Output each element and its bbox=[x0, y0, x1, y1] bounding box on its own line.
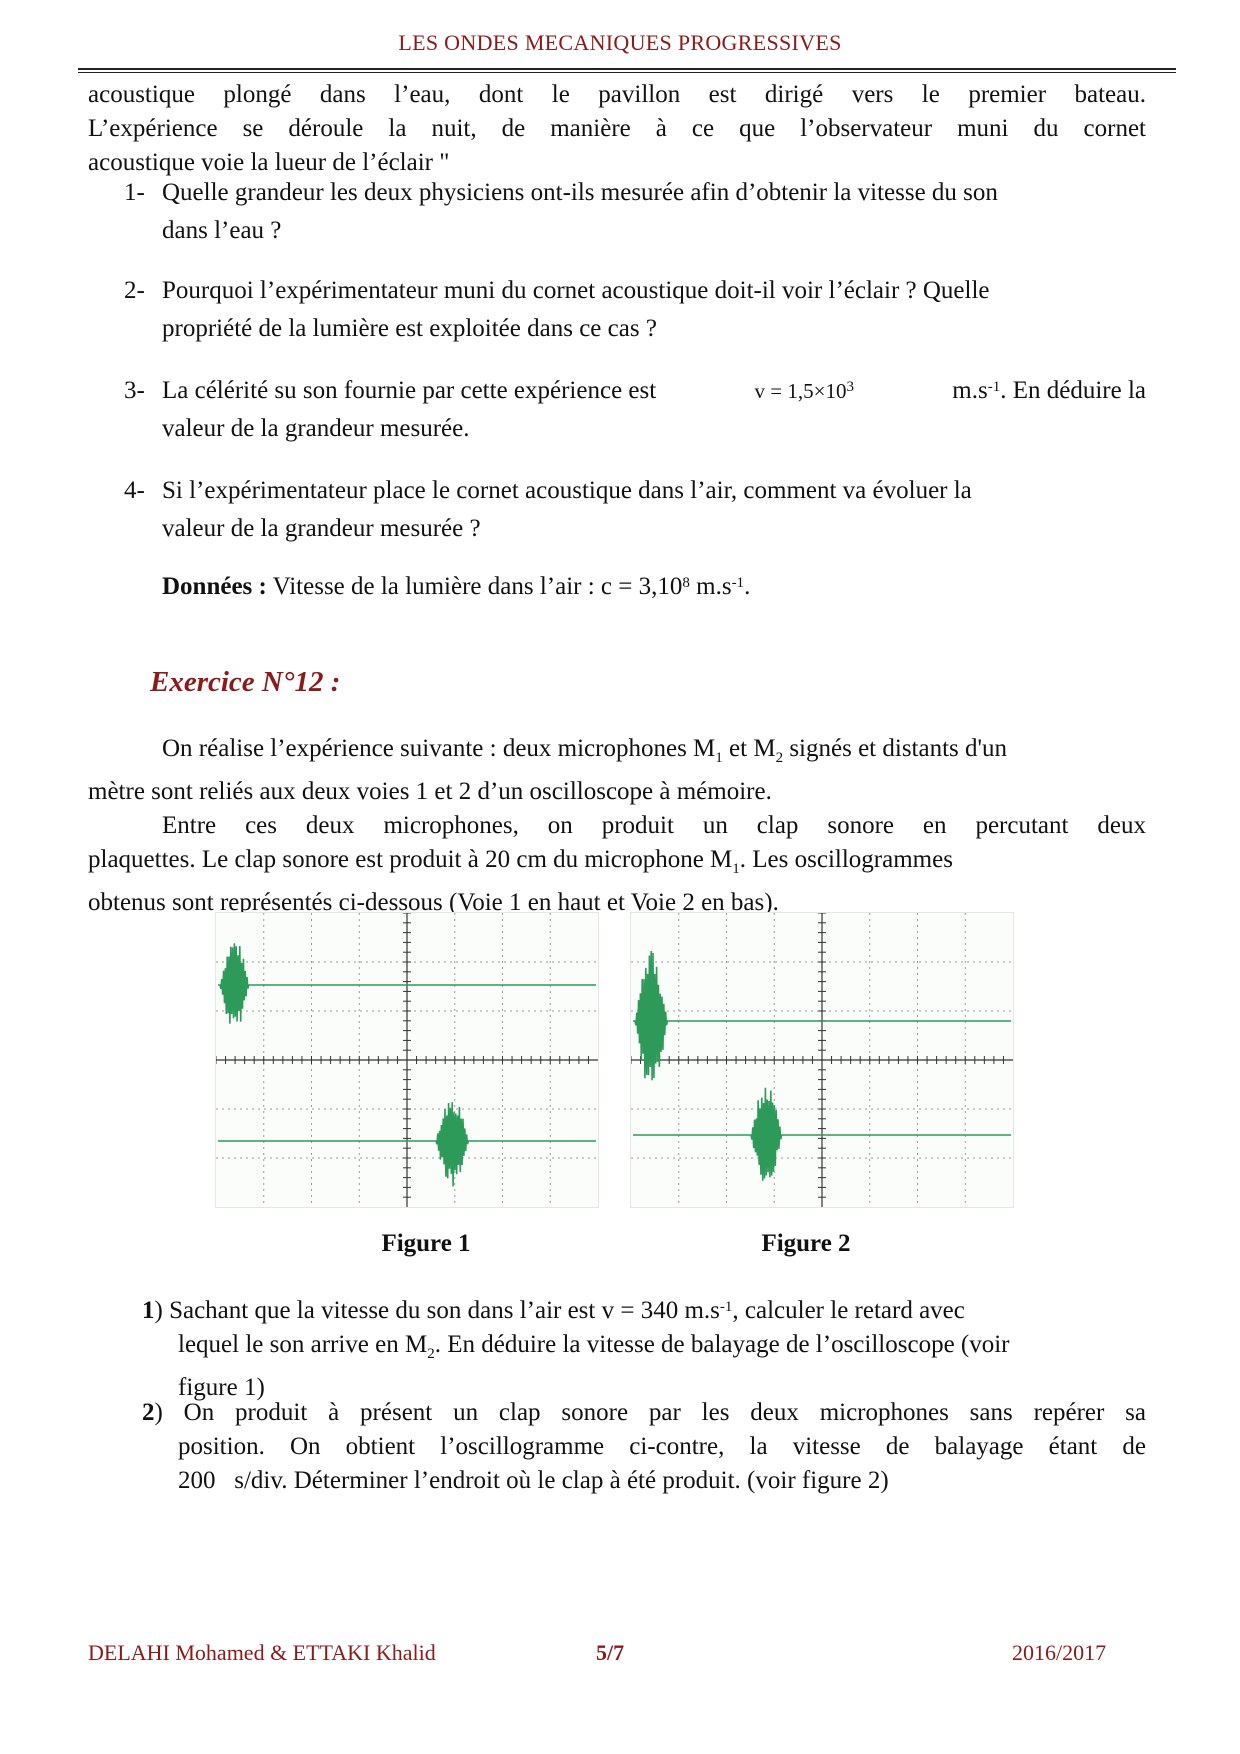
question-text: valeur de la grandeur mesurée ? bbox=[162, 515, 481, 542]
question-number: 2- bbox=[124, 277, 145, 304]
question-text: valeur de la grandeur mesurée. bbox=[162, 415, 470, 442]
footer-year: 2016/2017 bbox=[1012, 1640, 1107, 1665]
question-2 bbox=[124, 272, 1146, 348]
question-number: 3- bbox=[124, 377, 145, 404]
footer-authors: DELAHI Mohamed & ETTAKI Khalid bbox=[88, 1640, 436, 1665]
question-1 bbox=[124, 174, 1146, 250]
oscilloscope-grid bbox=[216, 913, 598, 1207]
intro-paragraph bbox=[88, 78, 1146, 180]
footer-page-number: 5/7 bbox=[596, 1640, 625, 1665]
intro-line: acoustique voie la lueur de l’éclair " bbox=[88, 149, 450, 176]
oscilloscope-grid bbox=[631, 913, 1013, 1207]
question-number: 4- bbox=[124, 477, 145, 504]
task-number: 1 bbox=[142, 1297, 155, 1324]
unit: m.s bbox=[952, 377, 988, 404]
figure-2-caption: Figure 2 bbox=[761, 1230, 851, 1257]
task-number: 2 bbox=[142, 1399, 155, 1426]
figure-1-caption: Figure 1 bbox=[381, 1230, 471, 1257]
question-text: Pourquoi l’expérimentateur muni du cornet acoustique doit-il voir l’éclair ? Quelle bbox=[162, 277, 990, 304]
velocity-formula: $v = 1,5\times 10^3$ bbox=[754, 379, 854, 403]
question-4 bbox=[124, 472, 1146, 548]
task-2: 2) On produit à présent un clap sonore par les deux microphones sans repérer sa position. On obtient l’oscillogramme ci-contre, la vitesse de balayage étant de 200 s/div. Déterminer l’endroit où le clap à été produit. (voir figure 2) bbox=[142, 1399, 1146, 1494]
donnees: Données : Vitesse de la lumière dans l’air : $c = 3,10^8$ $m.s^{-1}$. bbox=[162, 573, 751, 600]
question-text: propriété de la lumière est exploitée dans ce cas ? bbox=[162, 315, 657, 342]
task-1: 1) Sachant que la vitesse du son dans l’air est v = 340 $m.s^{-1}$, calculer le retard avec lequel le son arrive en $M_2$. En déduire la vitesse de balayage de l’oscilloscope (voir figure 1) bbox=[142, 1297, 1010, 1401]
question-3: 3- La célérité su son fournie par cette expérience est $v = 1,5\times 10^3$ $m.s^{-1}$. En déduire la valeur de la grandeur mesurée. bbox=[124, 372, 1146, 448]
page-header: LES ONDES MECANIQUES PROGRESSIVES bbox=[398, 30, 842, 55]
exercise-title: Exercice N°12 : bbox=[150, 666, 341, 698]
question-text: Si l’expérimentateur place le cornet acoustique dans l’air, comment va évoluer la bbox=[162, 477, 972, 504]
oscillogram-figure-2 bbox=[630, 912, 1014, 1208]
donnees-label: Données : bbox=[162, 573, 267, 600]
question-text: Quelle grandeur les deux physiciens ont-ils mesurée afin d’obtenir la vitesse du son bbox=[162, 179, 998, 206]
oscillogram-figure-1 bbox=[215, 912, 599, 1208]
exercise-paragraph: On réalise l’expérience suivante : deux microphones $M_1$ et $M_2$ signés et distants d'un mètre sont reliés aux deux voies 1 et 2 d’un oscilloscope à mémoire. Entre ces deux microphones, on produit un clap sonore en percutant deux plaquettes. Le clap sonore est produit à 20 cm du microphone $M_1$. Les oscillogrammes obtenus sont représentés ci-dessous (Voie 1 en haut et Voie 2 en bas). bbox=[88, 735, 1146, 916]
intro-line: L’expérience se déroule la nuit, de manière à ce que l’observateur muni du cornet bbox=[88, 115, 1146, 142]
header-rule bbox=[78, 68, 1176, 70]
intro-line: acoustique plongé dans l’eau, dont le pavillon est dirigé vers le premier bateau. bbox=[88, 81, 1146, 108]
question-text: La célérité su son fournie par cette expérience est bbox=[162, 377, 657, 404]
header-rule-thin bbox=[78, 72, 1176, 73]
question-number: 1- bbox=[124, 179, 145, 206]
question-text: dans l’eau ? bbox=[162, 217, 282, 244]
